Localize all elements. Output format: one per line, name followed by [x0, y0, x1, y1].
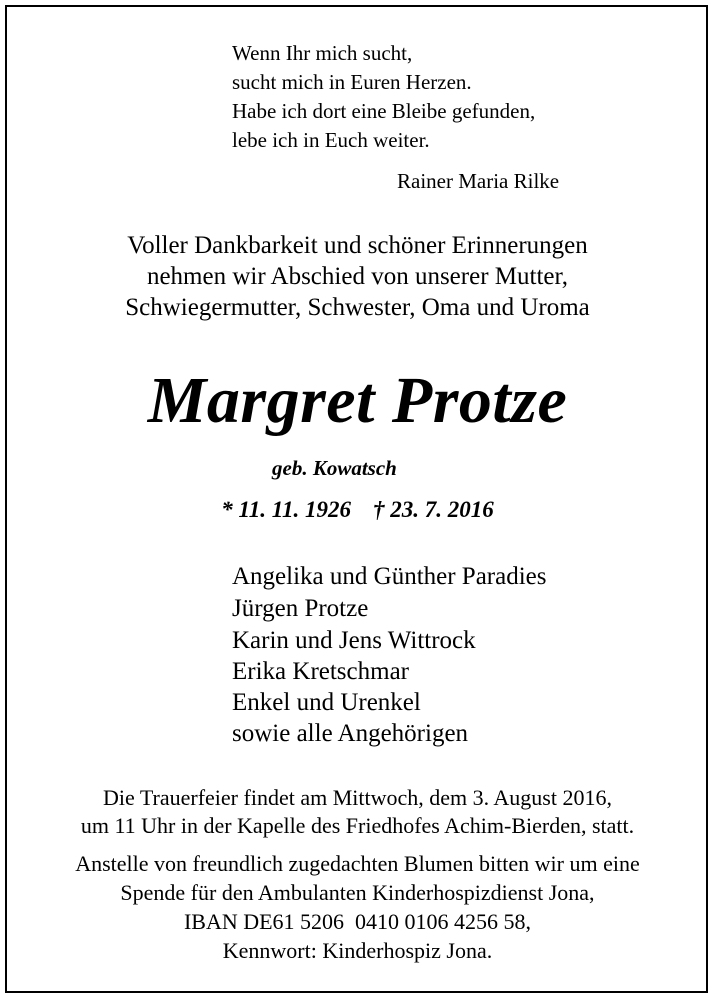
mourner-name: Angelika und Günther Paradies — [232, 563, 547, 590]
donation-line: Kennwort: Kinderhospiz Jona. — [222, 938, 493, 963]
donation-line: Spende für den Ambulanten Kinderhospizdienst Jona, — [120, 880, 595, 905]
intro-line: Voller Dankbarkeit und schöner Erinnerungen — [127, 232, 588, 259]
intro-line: Schwiegermutter, Schwester, Oma und Uroma — [125, 294, 590, 321]
poem-line: Habe ich dort eine Bleibe gefunden, — [232, 99, 536, 123]
death-date: † 23. 7. 2016 — [372, 497, 494, 522]
poem-line: Wenn Ihr mich sucht, — [232, 41, 413, 65]
birth-date: * 11. 11. 1926 — [221, 497, 351, 522]
maiden-name: geb. Kowatsch — [272, 456, 397, 480]
donation-iban: IBAN DE61 5206 0410 0106 4256 58, — [183, 909, 532, 934]
ceremony-line: Die Trauerfeier findet am Mittwoch, dem 3. August 2016, — [103, 785, 612, 810]
mourner-name: Erika Kretschmar — [232, 658, 410, 685]
ceremony-line: um 11 Uhr in der Kapelle des Friedhofes Achim-Bierden, statt. — [80, 813, 635, 838]
deceased-name: Margret Protze — [147, 364, 568, 437]
life-dates — [0, 498, 715, 521]
mourner-name: Jürgen Protze — [232, 595, 369, 622]
poem-line: sucht mich in Euren Herzen. — [232, 70, 472, 94]
mourner-name: sowie alle Angehörigen — [232, 720, 469, 747]
poem-line: lebe ich in Euch weiter. — [232, 128, 430, 152]
poem-author: Rainer Maria Rilke — [397, 169, 560, 193]
mourner-name: Enkel und Urenkel — [232, 689, 421, 716]
donation-line: Anstelle von freundlich zugedachten Blumen bitten wir um eine — [75, 851, 640, 876]
intro-line: nehmen wir Abschied von unserer Mutter, — [146, 263, 569, 290]
mourner-name: Karin und Jens Wittrock — [232, 627, 476, 654]
